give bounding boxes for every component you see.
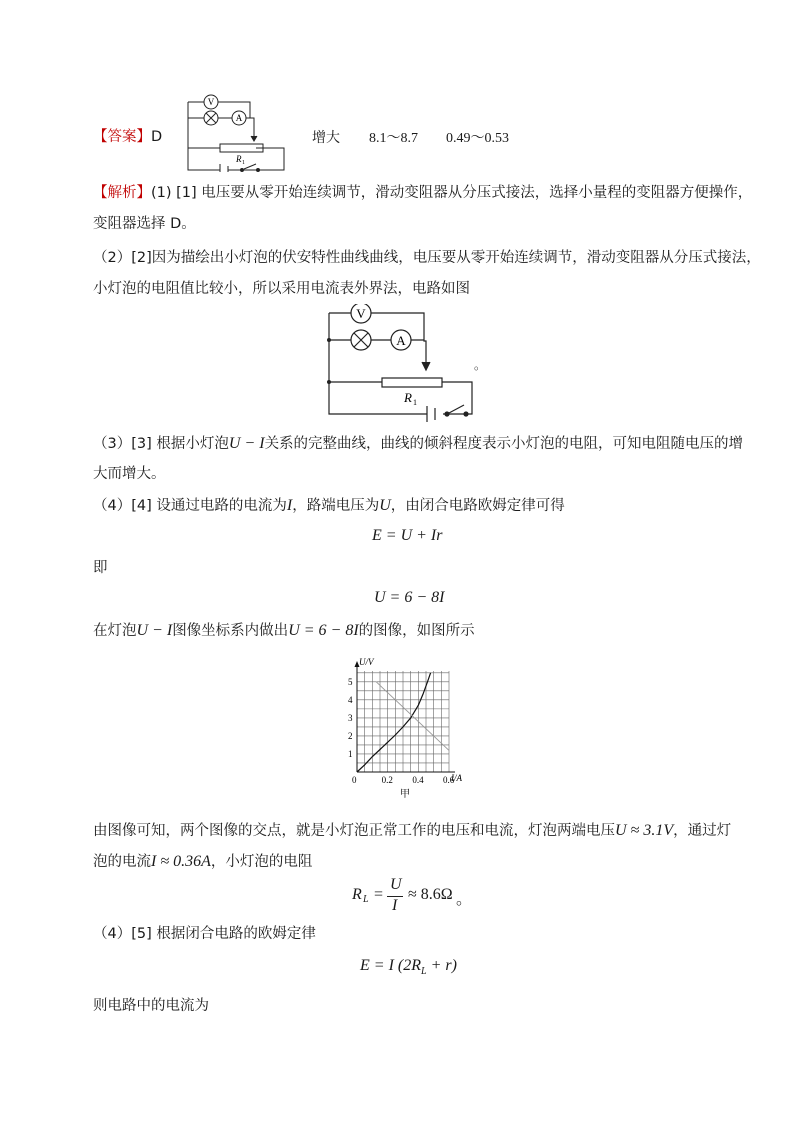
eq4-end: + r)	[426, 957, 457, 974]
analysis-p1b: 变阻器选择 D。	[93, 216, 196, 232]
p5-ui: U − I	[136, 622, 173, 639]
large-circuit-diagram	[318, 304, 490, 422]
p4-pre: （4）[4] 设通过电路的电流为	[93, 498, 287, 514]
answer-line	[93, 127, 162, 147]
y-tick-label: 4	[348, 694, 353, 705]
p6-pre: 由图像可知，两个图像的交点，就是小灯泡正常工作的电压和电流，灯泡两端电压	[93, 823, 615, 839]
answer-range1: 8.1～8.7	[369, 131, 418, 146]
equation-2: U = 6 − 8I	[374, 589, 445, 606]
circuit-trailing-dot: 。	[474, 358, 487, 372]
small-ammeter-label: A	[235, 113, 243, 123]
ji-text: 即	[93, 560, 108, 576]
p4-I: I	[286, 497, 293, 514]
large-ammeter-label: A	[396, 333, 406, 348]
x-tick-label: 0.4	[412, 775, 424, 785]
chart-caption: 甲	[400, 789, 410, 800]
small-rheostat-label: R	[236, 154, 242, 164]
answer-choice: D	[151, 129, 163, 145]
answer-label: 【答案】	[93, 129, 151, 145]
p6-post: ，通过灯	[673, 823, 732, 839]
p5-eq: U = 6 − 8I	[288, 622, 359, 639]
answer-range2: 0.49～0.53	[446, 131, 509, 146]
analysis-p3b: 大而增大。	[93, 466, 166, 482]
eq3-den: I	[392, 897, 398, 914]
eq3-num: U	[390, 876, 402, 893]
chart-xlabel: I/A	[451, 773, 462, 783]
p4-mid: ，路端电压为	[292, 498, 380, 514]
analysis-p8: 则电路中的电流为	[93, 998, 209, 1014]
x-tick-label: 0.2	[381, 775, 393, 785]
p6b-pre: 泡的电流	[93, 854, 151, 870]
large-voltmeter-label: V	[356, 306, 366, 321]
p4-U: U	[379, 497, 391, 514]
eq4-sub: L	[421, 966, 427, 977]
equation-4	[360, 957, 457, 977]
analysis-p6b	[93, 852, 312, 872]
eq3-rhs: ≈ 8.6Ω	[408, 886, 453, 903]
p5-post: 的图像，如图所示	[358, 623, 475, 639]
p6-val: U ≈ 3.1V	[615, 822, 674, 839]
load-line	[376, 682, 449, 751]
chart-axes	[355, 661, 456, 772]
analysis-p1a-text: (1) [1] 电压要从零开始连续调节，滑动变阻器从分压式接法，选择小量程的变阻器方便操作，	[151, 185, 753, 201]
eq3-end: 。	[456, 891, 473, 908]
equation-1: E = U + Ir	[372, 527, 443, 544]
large-rheostat-sub: 1	[413, 398, 417, 407]
u-i-chart	[340, 655, 480, 803]
analysis-p2b: 小灯泡的电阻值比较小，所以采用电流表外界法，电路如图	[93, 281, 470, 297]
analysis-p1a	[93, 183, 752, 203]
analysis-p5	[93, 621, 475, 641]
chart-ticks	[348, 677, 455, 785]
analysis-p3a	[93, 434, 743, 454]
p3-pre: （3）[3] 根据小灯泡	[93, 436, 229, 452]
large-rheostat	[382, 378, 442, 387]
analysis-p4	[93, 496, 565, 516]
eq3-lhs: R	[352, 886, 362, 903]
p5-mid: 图像坐标系内做出	[172, 623, 289, 639]
y-tick-label: 1	[348, 748, 353, 759]
answer-trend: 增大	[312, 130, 340, 146]
chart-ylabel: U/V	[359, 657, 374, 667]
small-circuit-diagram	[180, 94, 290, 172]
analysis-p6a	[93, 821, 731, 841]
eq3-sub: L	[363, 894, 369, 905]
y-tick-label: 5	[348, 676, 353, 687]
x-tick-label: 0.6	[443, 775, 455, 785]
chart-grid	[357, 671, 449, 772]
small-voltmeter-label: V	[207, 97, 215, 107]
p3-post: 关系的完整曲线，曲线的倾斜程度表示小灯泡的电阻，可知电阻随电压的增	[264, 436, 744, 452]
p6b-val: I ≈ 0.36A	[151, 853, 211, 870]
y-tick-label: 2	[348, 730, 353, 741]
p3-ui: U − I	[228, 435, 265, 452]
small-rheostat-sub: 1	[242, 160, 245, 166]
p6b-post: ，小灯泡的电阻	[210, 854, 313, 870]
y-tick-label: 3	[348, 712, 353, 723]
eq4-main: E = I (2R	[360, 957, 421, 974]
analysis-p7: （4）[5] 根据闭合电路的欧姆定律	[93, 926, 316, 942]
large-rheostat-label: R	[404, 390, 412, 405]
p4-post: ，由闭合电路欧姆定律可得	[390, 498, 565, 514]
p5-pre: 在灯泡	[93, 623, 137, 639]
analysis-label: 【解析】	[93, 185, 151, 201]
analysis-p2a: （2）[2]因为描绘出小灯泡的伏安特性曲线曲线，电压要从零开始连续调节，滑动变阻器从分压式接法，	[93, 250, 761, 266]
x-tick-label: 0	[352, 775, 357, 785]
eq3-eq: =	[374, 886, 384, 903]
